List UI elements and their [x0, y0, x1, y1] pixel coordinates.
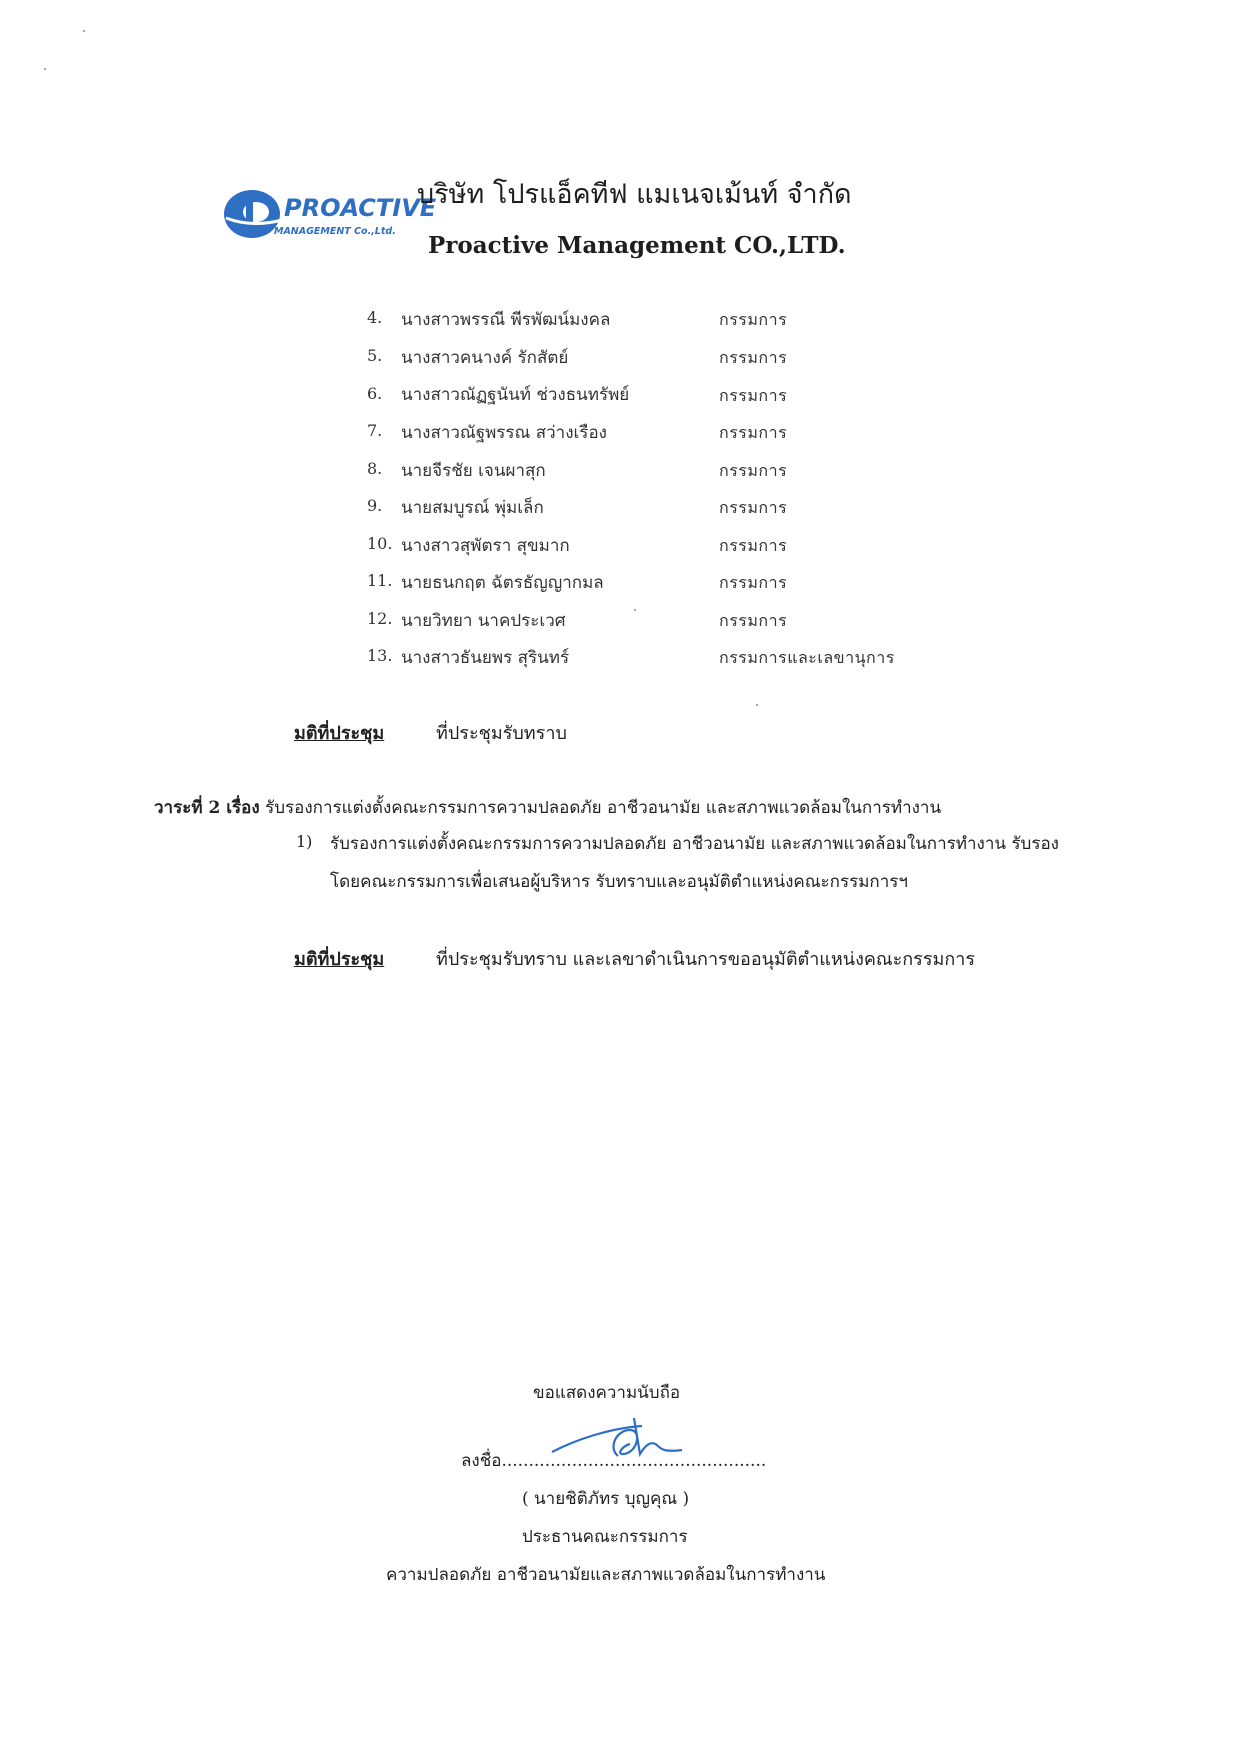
resolution-label: มติที่ประชุม	[294, 723, 385, 744]
member-name: นางสาวพรรณี พีรพัฒน์มงคล	[401, 310, 611, 330]
signatory-title: ประธานคณะกรรมการ	[522, 1527, 688, 1547]
member-role: กรรมการ	[719, 536, 788, 555]
member-number: 8.	[367, 459, 383, 478]
company-name-thai: บริษัท โปรแอ็คทีฟ แมเนจเม้นท์ จำกัด	[417, 179, 852, 210]
member-number: 7.	[367, 421, 383, 440]
member-role: กรรมการ	[719, 611, 788, 630]
member-role: กรรมการ	[719, 461, 788, 480]
member-number: 5.	[367, 346, 383, 365]
member-number: 11.	[367, 571, 393, 590]
member-name: นางสาวธันยพร สุรินทร์	[401, 648, 570, 668]
scan-speck	[44, 68, 46, 70]
company-logo	[222, 184, 437, 242]
resolution-text: ที่ประชุมรับทราบ และเลขาดำเนินการขออนุมัติตำแหน่งคณะกรรมการ	[436, 949, 976, 970]
signatory-committee: ความปลอดภัย อาชีวอนามัยและสภาพแวดล้อมในการทำงาน	[386, 1565, 826, 1585]
member-role: กรรมการ	[719, 348, 788, 367]
member-role: กรรมการและเลขานุการ	[719, 648, 895, 667]
closing-text: ขอแสดงความนับถือ	[533, 1383, 681, 1403]
member-number: 6.	[367, 384, 383, 403]
member-number: 12.	[367, 609, 393, 628]
member-number: 10.	[367, 534, 393, 553]
signature-line: ลงชื่อ.................................................	[461, 1451, 767, 1471]
resolution-text: ที่ประชุมรับทราบ	[436, 723, 567, 744]
member-role: กรรมการ	[719, 423, 788, 442]
member-name: นายวิทยา นาคประเวศ	[401, 611, 566, 631]
agenda-heading	[154, 794, 941, 821]
agenda-number: วาระที่ 2 เรื่อง	[154, 798, 260, 818]
agenda-item-text: รับรองการแต่งตั้งคณะกรรมการความปลอดภัย อาชีวอนามัย และสภาพแวดล้อมในการทำงาน รับรอง	[330, 834, 1059, 854]
resolution-label: มติที่ประชุม	[294, 949, 385, 970]
member-role: กรรมการ	[719, 310, 788, 329]
member-number: 4.	[367, 308, 383, 327]
agenda-item-text-continued: โดยคณะกรรมการเพื่อเสนอผู้บริหาร รับทราบและอนุมัติตำแหน่งคณะกรรมการฯ	[330, 872, 908, 892]
member-name: นางสาวคนางค์ รักสัตย์	[401, 348, 569, 368]
member-number: 13.	[367, 646, 393, 665]
member-name: นายสมบูรณ์ พุ่มเล็ก	[401, 498, 544, 518]
signatory-name: ( นายชิติภัทร บุญคุณ )	[522, 1489, 690, 1509]
member-name: นางสาวณัฐพรรณ สว่างเรือง	[401, 423, 607, 443]
logo-subtitle: MANAGEMENT Co.,Ltd.	[274, 226, 396, 237]
agenda-title: รับรองการแต่งตั้งคณะกรรมการความปลอดภัย อาชีวอนามัย และสภาพแวดล้อมในการทำงาน	[265, 798, 942, 818]
member-number: 9.	[367, 496, 383, 515]
member-role: กรรมการ	[719, 573, 788, 592]
member-role: กรรมการ	[719, 498, 788, 517]
scan-speck	[756, 704, 758, 706]
member-name: นายจีรชัย เจนผาสุก	[401, 461, 546, 481]
member-name: นายธนกฤต ฉัตรธัญญากมล	[401, 573, 604, 593]
logo-word: PROACTIVE	[284, 194, 437, 222]
member-name: นางสาวณัฏฐนันท์ ช่วงธนทรัพย์	[401, 385, 630, 405]
scan-speck	[634, 609, 636, 611]
company-name-english: Proactive Management CO.,LTD.	[428, 232, 846, 259]
scan-speck	[83, 30, 85, 32]
member-role: กรรมการ	[719, 386, 788, 405]
member-name: นางสาวสุพัตรา สุขมาก	[401, 536, 570, 556]
agenda-item-number: 1)	[296, 832, 313, 851]
